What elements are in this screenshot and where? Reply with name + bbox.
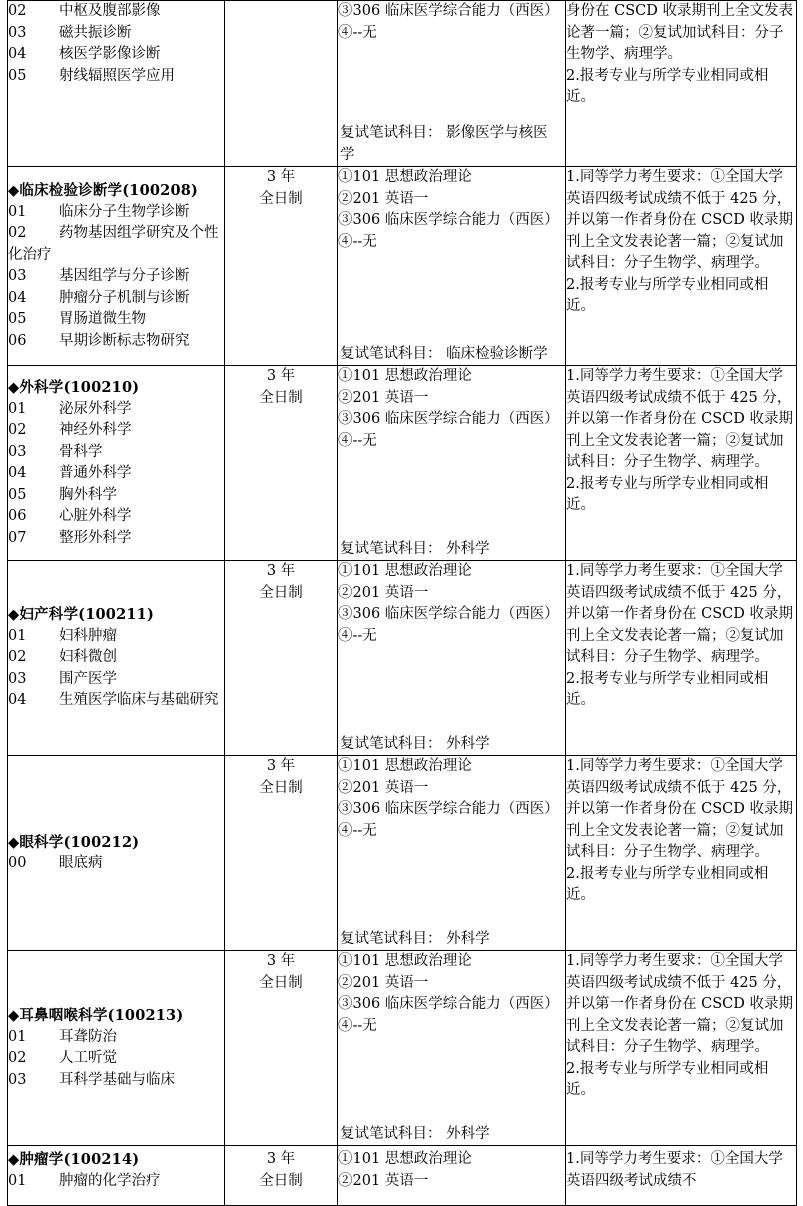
direction-item: [8, 266, 224, 288]
program-table: [7, 0, 797, 1206]
exam-subjects-cell: [338, 1146, 566, 1206]
direction-item: [8, 331, 224, 353]
direction-code: 05: [8, 486, 27, 503]
direction-name: 肿瘤分子机制与诊断: [59, 289, 190, 306]
retest-subject: 复试笔试科目： 影像医学与核医学: [340, 125, 548, 163]
direction-name: 早期诊断标志物研究: [59, 332, 190, 349]
major-cell: [8, 167, 225, 366]
study-mode-cell: [225, 366, 338, 561]
exam-subject: ③306 临床医学综合能力（西医）: [338, 996, 559, 1012]
exam-subject: ③306 临床医学综合能力（西医）: [338, 801, 559, 817]
exam-subject: ②201 英语一: [338, 584, 429, 601]
major-cell: [8, 756, 225, 951]
direction-item: [8, 202, 224, 224]
direction-item: [8, 853, 224, 875]
requirement-text: 2.报考专业与所学专业相同或相近。: [566, 865, 769, 903]
retest-subject: 复试笔试科目： 外科学: [340, 930, 490, 947]
study-mode: 全日制: [259, 974, 303, 991]
study-mode: 全日制: [259, 389, 303, 406]
direction-name: 泌尿外科学: [59, 400, 132, 417]
table-row: [8, 1, 797, 167]
exam-subject: ④--无: [338, 233, 377, 250]
direction-code: 03: [8, 443, 27, 460]
exam-subject: ③306 临床医学综合能力（西医）: [338, 3, 559, 19]
study-years: 3 年: [266, 758, 296, 774]
direction-name: 普通外科学: [59, 465, 132, 481]
direction-name: 心脏外科学: [59, 508, 132, 524]
major-title: ◆耳鼻咽喉科学(100213): [8, 1007, 184, 1024]
direction-name: 肿瘤的化学治疗: [59, 1172, 161, 1189]
direction-code: 01: [8, 400, 27, 417]
requirement-text: 1.同等学力考生要求：①全国大学英语四级考试成绩不低于 425 分，并以第一作者身份在 CSCD 收录期刊上全文发表论著一篇；②复试加试科目：分子生物学、病理学。: [566, 953, 793, 1055]
direction-code: 02: [8, 649, 27, 666]
study-mode: 全日制: [259, 1172, 303, 1189]
direction-name: 妇科肿瘤: [59, 627, 117, 644]
table-row: [8, 1146, 797, 1206]
direction-item: [8, 506, 224, 528]
direction-code: 02: [8, 225, 27, 241]
direction-item: [8, 309, 224, 331]
study-mode-cell: [225, 167, 338, 366]
direction-name: 生殖医学临床与基础研究: [59, 692, 219, 709]
requirement-text: 1.同等学力考生要求：①全国大学英语四级考试成绩不低于 425 分，并以第一作者身份在 CSCD 收录期刊上全文发表论著一篇；②复试加试科目：分子生物学、病理学。: [566, 563, 793, 665]
direction-code: 02: [8, 422, 27, 438]
table-row: [8, 951, 797, 1146]
major-title: ◆临床检验诊断学(100208): [8, 182, 199, 199]
direction-name: 神经外科学: [59, 422, 132, 438]
exam-subject: ③306 临床医学综合能力（西医）: [338, 411, 559, 427]
exam-subjects-cell: [338, 561, 566, 756]
exam-subject: ④--无: [338, 822, 377, 839]
direction-item: [8, 420, 224, 442]
direction-code: 02: [8, 1050, 27, 1066]
exam-subject: ②201 英语一: [338, 1172, 429, 1189]
direction-item: [8, 1, 224, 23]
direction-item: [8, 399, 224, 421]
requirement-text: 2.报考专业与所学专业相同或相近。: [566, 276, 769, 314]
direction-name: 妇科微创: [59, 649, 117, 666]
direction-name: 胃肠道微生物: [59, 311, 146, 327]
direction-item: [8, 1048, 224, 1070]
study-mode-cell: [225, 756, 338, 951]
study-years: 3 年: [266, 1151, 296, 1167]
direction-code: 04: [8, 465, 27, 481]
exam-subjects-cell: [338, 366, 566, 561]
requirement-text: 2.报考专业与所学专业相同或相近。: [566, 475, 769, 513]
direction-name: 耳聋防治: [59, 1028, 117, 1045]
direction-item: [8, 66, 224, 88]
retest-subject: 复试笔试科目： 外科学: [340, 1125, 490, 1142]
direction-name: 射线辐照医学应用: [59, 67, 175, 84]
direction-name: 磁共振诊断: [59, 24, 132, 41]
direction-item: [8, 442, 224, 464]
exam-subject: ④--无: [338, 1017, 377, 1034]
direction-name: 眼底病: [59, 855, 103, 871]
major-cell: [8, 1, 225, 167]
requirement-text: 1.同等学力考生要求：①全国大学英语四级考试成绩不低于 425 分，并以第一作者身份在 CSCD 收录期刊上全文发表论著一篇；②复试加试科目：分子生物学、病理学。: [566, 169, 793, 271]
exam-subject: ③306 临床医学综合能力（西医）: [338, 212, 559, 228]
requirements-cell: [566, 1146, 797, 1206]
direction-code: 01: [8, 203, 27, 220]
study-mode: 全日制: [259, 584, 303, 601]
direction-item: [8, 485, 224, 507]
direction-code: 04: [8, 692, 27, 709]
direction-code: 04: [8, 46, 27, 62]
direction-item: [8, 1027, 224, 1049]
requirement-text: 2.报考专业与所学专业相同或相近。: [566, 67, 769, 105]
direction-name: 基因组学与分子诊断: [59, 268, 190, 284]
direction-name: 药物基因组学研究及个性化治疗: [8, 225, 219, 263]
major-title: ◆肿瘤学(100214): [8, 1151, 140, 1168]
exam-subjects-cell: [338, 1, 566, 167]
table-row: [8, 561, 797, 756]
direction-item: [0, 223, 224, 266]
exam-subject: ①101 思想政治理论: [338, 169, 472, 185]
direction-code: 05: [8, 67, 27, 84]
requirement-text: 2.报考专业与所学专业相同或相近。: [566, 670, 769, 708]
exam-subject: ④--无: [338, 627, 377, 644]
requirements-cell: [566, 951, 797, 1146]
direction-code: 07: [8, 529, 27, 546]
study-mode: 全日制: [259, 779, 303, 796]
exam-subject: ①101 思想政治理论: [338, 953, 472, 969]
direction-item: [0, 690, 224, 712]
study-mode-cell: [225, 561, 338, 756]
exam-subject: ①101 思想政治理论: [338, 758, 472, 774]
table-row: [8, 366, 797, 561]
direction-item: [8, 23, 224, 45]
direction-name: 临床分子生物学诊断: [59, 203, 190, 220]
requirement-text: 1.同等学力考生要求：①全国大学英语四级考试成绩不: [566, 1151, 783, 1189]
exam-subject: ②201 英语一: [338, 974, 429, 991]
exam-subjects-cell: [338, 756, 566, 951]
direction-item: [8, 463, 224, 485]
direction-name: 骨科学: [59, 443, 103, 460]
requirements-cell: [566, 561, 797, 756]
direction-code: 04: [8, 289, 27, 306]
direction-item: [8, 44, 224, 66]
exam-subjects-cell: [338, 951, 566, 1146]
direction-item: [8, 626, 224, 648]
exam-subject: ①101 思想政治理论: [338, 1151, 472, 1167]
direction-code: 01: [8, 1172, 27, 1189]
study-mode-cell: [225, 1146, 338, 1206]
study-years: 3 年: [266, 368, 296, 384]
requirements-cell: [566, 167, 797, 366]
table-row: [8, 756, 797, 951]
exam-subject: ③306 临床医学综合能力（西医）: [338, 606, 559, 622]
study-mode: 全日制: [259, 190, 303, 207]
direction-code: 06: [8, 508, 27, 524]
retest-subject: 复试笔试科目： 外科学: [340, 540, 490, 557]
requirement-text: 1.同等学力考生要求：①全国大学英语四级考试成绩不低于 425 分，并以第一作者身份在 CSCD 收录期刊上全文发表论著一篇；②复试加试科目：分子生物学、病理学。: [566, 368, 793, 470]
direction-name: 整形外科学: [59, 529, 132, 546]
direction-name: 核医学影像诊断: [59, 46, 161, 62]
retest-subject: 复试笔试科目： 临床检验诊断学: [340, 345, 548, 362]
direction-code: 01: [8, 627, 27, 644]
major-title: ◆外科学(100210): [8, 379, 140, 396]
exam-subject: ④--无: [338, 432, 377, 449]
exam-subject: ①101 思想政治理论: [338, 563, 472, 579]
direction-name: 胸外科学: [59, 486, 117, 503]
requirements-cell: [566, 756, 797, 951]
requirements-cell: [566, 1, 797, 167]
requirement-text: 1.同等学力考生要求：①全国大学英语四级考试成绩不低于 425 分，并以第一作者身份在 CSCD 收录期刊上全文发表论著一篇；②复试加试科目：分子生物学、病理学。: [566, 758, 793, 860]
exam-subject: ④--无: [338, 24, 377, 41]
direction-code: 03: [8, 670, 27, 687]
direction-item: [8, 528, 224, 550]
exam-subject: ①101 思想政治理论: [338, 368, 472, 384]
exam-subjects-cell: [338, 167, 566, 366]
major-title: ◆眼科学(100212): [8, 833, 140, 851]
study-years: 3 年: [266, 169, 296, 185]
study-mode-cell: [225, 1, 338, 167]
exam-subject: ②201 英语一: [338, 389, 429, 406]
direction-item: [8, 288, 224, 310]
study-years: 3 年: [266, 563, 296, 579]
requirement-text: 2.报考专业与所学专业相同或相近。: [566, 1060, 769, 1098]
major-cell: [8, 561, 225, 756]
study-years: 3 年: [266, 953, 296, 969]
major-cell: [8, 1146, 225, 1206]
major-cell: [8, 951, 225, 1146]
direction-name: 围产医学: [59, 670, 117, 687]
retest-subject: 复试笔试科目： 外科学: [340, 735, 490, 752]
requirement-text: 身份在 CSCD 收录期刊上全文发表论著一篇；②复试加试科目：分子生物学、病理学。: [566, 3, 793, 62]
direction-name: 中枢及腹部影像: [59, 3, 161, 19]
exam-subject: ②201 英语一: [338, 190, 429, 207]
direction-code: 01: [8, 1028, 27, 1045]
direction-code: 06: [8, 332, 27, 349]
study-mode-cell: [225, 951, 338, 1146]
direction-name: 耳科学基础与临床: [59, 1071, 175, 1088]
direction-code: 03: [8, 1071, 27, 1088]
direction-item: [8, 647, 224, 669]
direction-code: 00: [8, 855, 27, 871]
direction-code: 03: [8, 268, 27, 284]
direction-item: [8, 1070, 224, 1092]
major-title: ◆妇产科学(100211): [8, 606, 155, 624]
requirements-cell: [566, 366, 797, 561]
direction-code: 02: [8, 3, 27, 19]
major-cell: [8, 366, 225, 561]
direction-name: 人工听觉: [59, 1050, 117, 1066]
exam-subject: ②201 英语一: [338, 779, 429, 796]
direction-code: 03: [8, 24, 27, 41]
direction-item: [8, 1171, 224, 1193]
table-row: [8, 167, 797, 366]
direction-item: [8, 669, 224, 691]
direction-code: 05: [8, 311, 27, 327]
